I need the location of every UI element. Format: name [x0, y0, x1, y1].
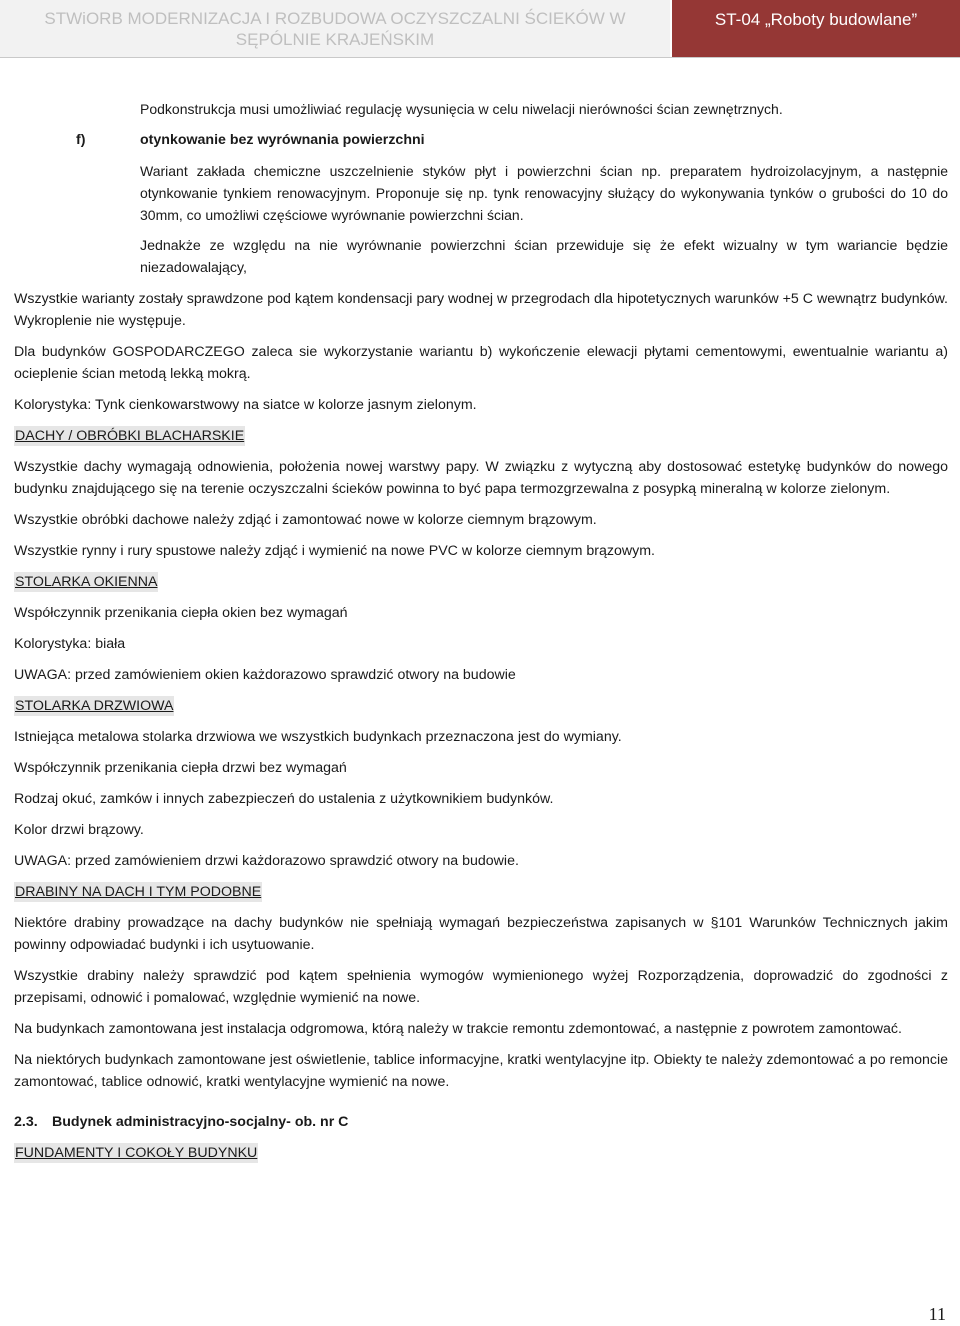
- document-title-box: [0, 0, 670, 57]
- section-number: 2.3.: [14, 1114, 38, 1130]
- heading-foundations: FUNDAMENTY I COKOŁY BUDYNKU: [15, 1145, 258, 1161]
- header-divider: [0, 57, 960, 58]
- heading-windows: STOLARKA OKIENNA: [15, 574, 158, 590]
- document-body: [14, 98, 948, 1173]
- section-code: ST-04 „Roboty budowlane”: [714, 10, 918, 29]
- paragraph-colors: Kolorystyka: Tynk cienkowarstwowy na siatce w kolorze jasnym zielonym.: [14, 397, 477, 413]
- list-item-f: [14, 129, 948, 151]
- paragraph-however: Jednakże ze względu na nie wyrównanie powierzchni ścian przewiduje się że efekt wizualny w tym wariancie będzie niezadowalający,: [140, 238, 948, 276]
- paragraph-gutters: Wszystkie rynny i rury spustowe należy zdjąć i wymienić na nowe PVC w kolorze ciemnym brązowym.: [14, 543, 656, 559]
- paragraph-flashings: Wszystkie obróbki dachowe należy zdjąć i zamontować nowe w kolorze ciemnym brązowym.: [14, 512, 597, 528]
- document-title-line2: SĘPÓLNIE KRAJEŃSKIM: [235, 30, 435, 49]
- paragraph-window-coefficient: Współczynnik przenikania ciepła okien bez wymagań: [14, 605, 348, 621]
- section-title: Budynek administracyjno-socjalny- ob. nr C: [52, 1114, 349, 1130]
- paragraph-lighting: Na niektórych budynkach zamontowane jest oświetlenie, tablice informacyjne, kratki wentylacyjne itp. Obiekty te należy zdemontować a po remoncie zamontować, tablice odnowić, kratki wentylacyjne wymienić na nowe.: [14, 1052, 948, 1090]
- paragraph-doors-fittings: Rodzaj okuć, zamków i innych zabezpieczeń do ustalenia z użytkownikiem budynków.: [14, 791, 554, 807]
- heading-ladders: DRABINY NA DACH I TYM PODOBNE: [15, 884, 262, 900]
- paragraph-ladders-1: Niektóre drabiny prowadzące na dachy budynków nie spełniają wymagań bezpieczeństwa zapisanych w §101 Warunków Technicznych jakim powinny odpowiadać budynki i ich usytuowanie.: [14, 915, 948, 953]
- paragraph-doors-note: UWAGA: przed zamówieniem drzwi każdorazowo sprawdzić otwory na budowie.: [14, 853, 519, 869]
- paragraph-doors-existing: Istniejąca metalowa stolarka drzwiowa we wszystkich budynkach przeznaczona jest do wymiany.: [14, 729, 622, 745]
- list-item-title: otynkowanie bez wyrównania powierzchni: [140, 132, 425, 148]
- paragraph-gospodarcze: Dla budynków GOSPODARCZEGO zaleca sie wykorzystanie wariantu b) wykończenie elewacji płytami cementowymi, ewentualnie wariantu a) ocieplenie ścian metodą lekką mokrą.: [14, 344, 948, 382]
- heading-roofs: DACHY / OBRÓBKI BLACHARSKIE: [15, 428, 245, 444]
- paragraph-lightning-protection: Na budynkach zamontowana jest instalacja odgromowa, którą należy w trakcie remontu zdemontować, a następnie z powrotem zamontować.: [14, 1021, 902, 1037]
- document-title-line1: STWiORB MODERNIZACJA I ROZBUDOWA OCZYSZCZALNI ŚCIEKÓW W: [44, 9, 626, 28]
- paragraph-substructure: Podkonstrukcja musi umożliwiać regulację wysunięcia w celu niwelacji nierówności ścian zewnętrznych.: [140, 101, 783, 117]
- paragraph-condensation: Wszystkie warianty zostały sprawdzone pod kątem kondensacji pary wodnej w przegrodach dla hipotetycznych warunków +5 C wewnątrz budynków. Wykroplenie nie występuje.: [14, 291, 948, 329]
- paragraph-doors-coefficient: Współczynnik przenikania ciepła drzwi bez wymagań: [14, 760, 347, 776]
- paragraph-variant: Wariant zakłada chemiczne uszczelnienie styków płyt i powierzchni ścian np. preparatem hydroizolacyjnym, a następnie otynkowanie tynkiem renowacyjnym. Proponuje się np. tynk renowacyjny służący do wykonywania tynków o grubości do 10 do 30mm, co umożliwi częściowe wyrównanie powierzchni ścian.: [140, 163, 948, 223]
- list-marker: f): [76, 132, 86, 148]
- paragraph-window-color: Kolorystyka: biała: [14, 636, 126, 652]
- paragraph-window-note: UWAGA: przed zamówieniem okien każdorazowo sprawdzić otwory na budowie: [14, 667, 516, 683]
- page-number: 11: [928, 1304, 946, 1324]
- heading-doors: STOLARKA DRZWIOWA: [15, 698, 174, 714]
- paragraph-roofs: Wszystkie dachy wymagają odnowienia, położenia nowej warstwy papy. W związku z wytyczną aby dostosować estetykę budynków do nowego budynku znajdującego się na terenie oczyszczalni ścieków powinna to być papa termozgrzewalna z posypką mineralną w kolorze zielonym.: [14, 459, 948, 497]
- section-code-box: [672, 0, 960, 57]
- section-2-3-heading: [14, 1111, 948, 1133]
- paragraph-ladders-2: Wszystkie drabiny należy sprawdzić pod kątem spełnienia wymogów wymienionego wyżej Rozporządzenia, doprowadzić do zgodności z przepisami, odnowić i pomalować, względnie wymienić na nowe.: [14, 968, 948, 1006]
- paragraph-doors-color: Kolor drzwi brązowy.: [14, 822, 144, 838]
- page-header: [0, 0, 960, 58]
